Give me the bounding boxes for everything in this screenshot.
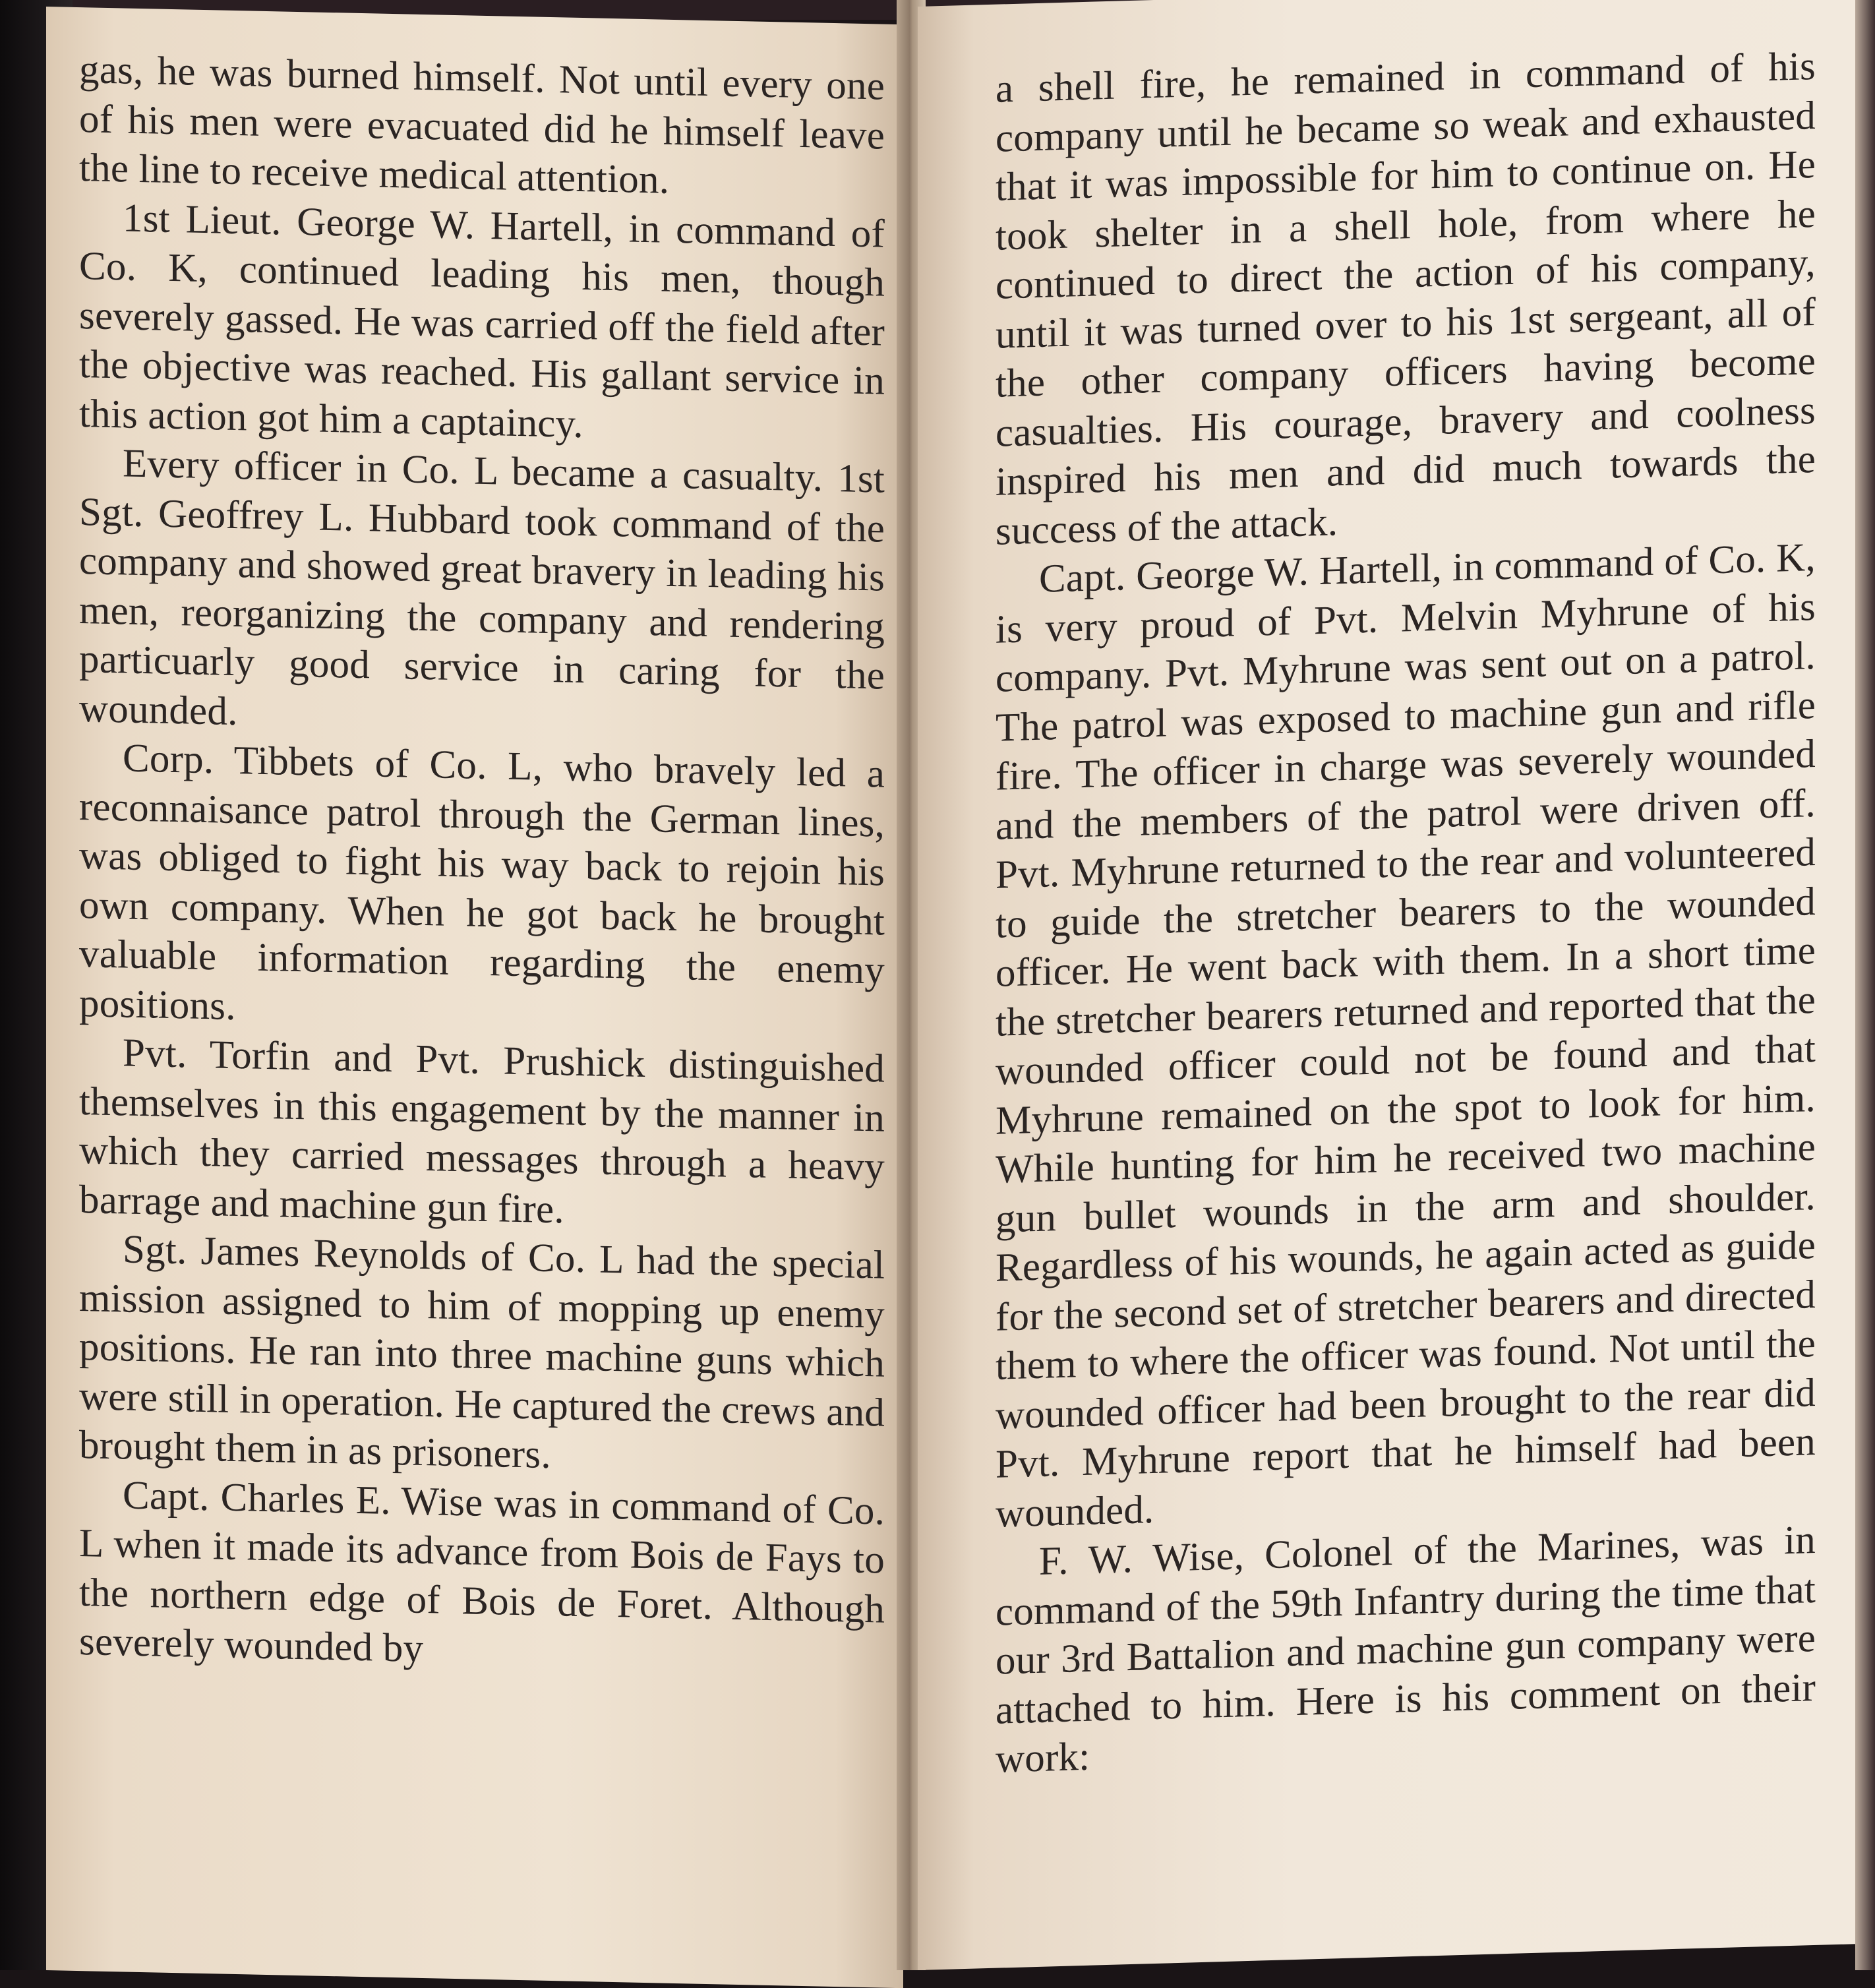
paragraph: 1st Lieut. George W. Hartell, in command of Co. K, continued leading his men, though severely gassed. He was carried off the field after the objective was reached. His gallant service in this action got him a captaincy. bbox=[79, 195, 885, 446]
left-page bbox=[46, 7, 903, 1988]
paragraph: Every officer in Co. L became a casualty. 1st Sgt. Geoffrey L. Hubbard took command of the company and showed great bravery in leading his men, reorganizing the company and rendering particuarly good service in caring for the wounded. bbox=[79, 441, 885, 734]
paragraph: F. W. Wise, Colonel of the Marines, was in command of the 59th Infantry during the time that our 3rd Battalion and machine gun company were attached to him. Here is his comment on their work: bbox=[996, 1517, 1816, 1782]
book-cover-edge-right bbox=[1855, 0, 1875, 1970]
paragraph: a shell fire, he remained in command of his company until he became so weak and exhausted that it was impossible for him to continue on. He took shelter in a shell hole, from where he continued to direct the action of his company, until it was turned over to his 1st sergeant, all of the other company officers having become casualties. His courage, bravery and coolness inspired his men and did much towards the success of the attack. bbox=[996, 44, 1816, 554]
paragraph: Pvt. Torfin and Pvt. Prushick distinguished themselves in this engagement by the manner in which they carried messages through a heavy barrage and machine gun fire. bbox=[79, 1031, 885, 1232]
paragraph: Capt. George W. Hartell, in command of Co. K, is very proud of Pvt. Melvin Myhrune of his company. Pvt. Myhrune was sent out on a patrol. The patrol was exposed to machine gun and rifle fire. The officer in charge was severely wounded and the members of the patrol were driven off. Pvt. Myhrune returned to the rear and volunteered to guide the stretcher bearers to the wounded officer. He went back with them. In a short time the stretcher bearers returned and reported that the wounded officer could not be found and that Myhrune remained on the spot to look for him. While hunting for him he received two machine gun bullet wounds in the arm and shoulder. Regardless of his wounds, he again acted as guide for the second set of stretcher bearers and directed them to where the officer was found. Not until the wounded officer had been brought to the rear did Pvt. Myhrune report that he himself had been wounded. bbox=[996, 535, 1816, 1536]
paragraph: Corp. Tibbets of Co. L, who bravely led a reconnaisance patrol through the German lines, was obliged to fight his way back to rejoin his own company. When he got back he brought valuable information regarding the enemy positions. bbox=[79, 736, 885, 1029]
right-page bbox=[918, 0, 1855, 1970]
paragraph: gas, he was burned himself. Not until every one of his men were evacuated did he himself leave the line to receive medical attention. bbox=[79, 47, 885, 202]
paragraph: Sgt. James Reynolds of Co. L had the special mission assigned to him of mopping up enemy positions. He ran into three machine guns which were still in operation. He captured the crews and brought them in as prisoners. bbox=[79, 1227, 885, 1478]
paragraph: Capt. Charles E. Wise was in command of Co. L when it made its advance from Bois de Fays to the northern edge of Bois de Foret. Although severely wounded by bbox=[79, 1472, 885, 1671]
